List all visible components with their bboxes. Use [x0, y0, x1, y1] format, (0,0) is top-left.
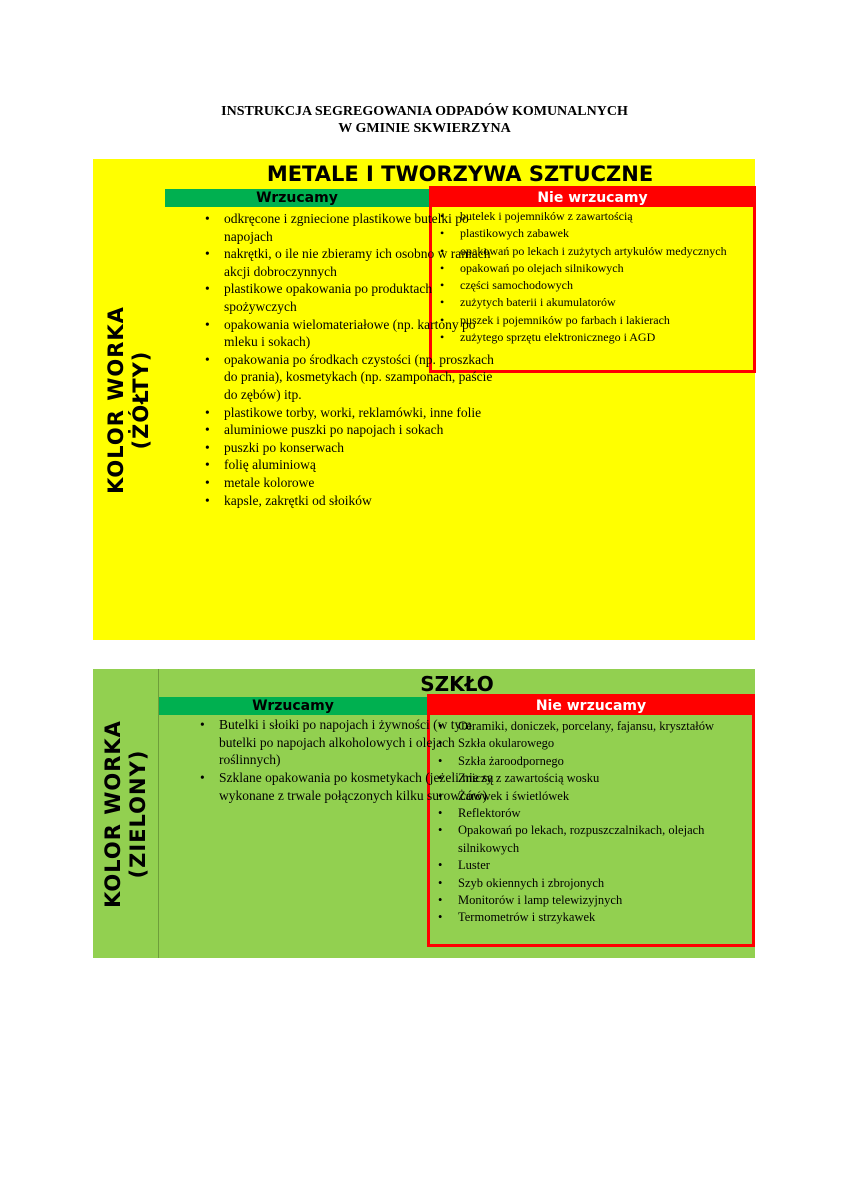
forbidden-item: • plastikowych zabawek — [434, 225, 750, 242]
allowed-item: • plastikowe opakowania po produktach spożywczych — [199, 280, 501, 315]
document-title-line2: W GMINIE SKWIERZYNA — [338, 121, 511, 136]
forbidden-item: • opakowań po lekach i zużytych artykułów medycznych — [434, 243, 750, 260]
section-metals-plastics — [93, 159, 755, 640]
forbidden-header: Nie wrzucamy — [432, 189, 753, 207]
section-heading: SZKŁO — [420, 672, 494, 696]
forbidden-item: • Szkła okularowego — [432, 735, 747, 752]
forbidden-item: • Termometrów i strzykawek — [432, 909, 747, 926]
document-title — [0, 103, 849, 137]
forbidden-item: • Żarówek i świetlówek — [432, 788, 747, 805]
bag-color-label-line1: KOLOR WORKA — [104, 305, 128, 494]
document-title-line1: INSTRUKCJA SEGREGOWANIA ODPADÓW KOMUNALNYCH — [221, 104, 628, 119]
section-glass — [93, 669, 755, 958]
forbidden-item: • Szkła żaroodpornego — [432, 753, 747, 770]
bag-color-label — [93, 159, 165, 640]
bag-color-label — [93, 669, 159, 958]
allowed-item: • folię aluminiową — [199, 456, 501, 474]
forbidden-item: • Szyb okiennych i zbrojonych — [432, 875, 747, 892]
allowed-item: • metale kolorowe — [199, 474, 501, 492]
allowed-item: • opakowania po środkach czystości (np. proszkach do prania), kosmetykach (np. szamponach, paście do zębów) itp. — [199, 351, 501, 404]
forbidden-item: • Reflektorów — [432, 805, 747, 822]
forbidden-item: • puszek i pojemników po farbach i lakierach — [434, 312, 750, 329]
forbidden-header: Nie wrzucamy — [430, 697, 752, 715]
allowed-item: • odkręcone i zgniecione plastikowe butelki po napojach — [199, 210, 501, 245]
bag-color-label-line2: (ŻÓŁTY) — [129, 350, 153, 449]
forbidden-item: • Zniczy z zawartością wosku — [432, 770, 747, 787]
forbidden-item: • części samochodowych — [434, 277, 750, 294]
allowed-item: • aluminiowe puszki po napojach i sokach — [199, 421, 501, 439]
allowed-item: • plastikowe torby, worki, reklamówki, inne folie — [199, 404, 501, 422]
forbidden-item: • Ceramiki, doniczek, porcelany, fajansu, kryształów — [432, 718, 747, 735]
allowed-item: • Szklane opakowania po kosmetykach (jeżeli nie są wykonane z trwale połączonych kilku surowców) — [194, 769, 498, 804]
allowed-item: • Butelki i słoiki po napojach i żywności (w tym butelki po napojach alkoholowych i olejach roślinnych) — [194, 716, 498, 769]
forbidden-list — [434, 208, 750, 346]
allowed-header: Wrzucamy — [159, 697, 427, 715]
bag-color-label-line2: (ZIELONY) — [125, 749, 150, 878]
allowed-item: • puszki po konserwach — [199, 439, 501, 457]
section-heading: METALE I TWORZYWA SZTUCZNE — [266, 162, 654, 186]
allowed-item: • kapsle, zakrętki od słoików — [199, 492, 501, 510]
allowed-item: • nakrętki, o ile nie zbieramy ich osobno w ramach akcji dobroczynnych — [199, 245, 501, 280]
forbidden-item: • Luster — [432, 857, 747, 874]
forbidden-list — [432, 718, 747, 927]
forbidden-item: • butelek i pojemników z zawartością — [434, 208, 750, 225]
forbidden-item: • Monitorów i lamp telewizyjnych — [432, 892, 747, 909]
forbidden-item: • zużytego sprzętu elektronicznego i AGD — [434, 329, 750, 346]
allowed-header: Wrzucamy — [165, 189, 429, 207]
allowed-item: • opakowania wielomateriałowe (np. kartony po mleku i sokach) — [199, 316, 501, 351]
bag-color-label-line1: KOLOR WORKA — [100, 719, 125, 908]
forbidden-item: • opakowań po olejach silnikowych — [434, 260, 750, 277]
forbidden-item: • Opakowań po lekach, rozpuszczalnikach, olejach silnikowych — [432, 822, 747, 857]
forbidden-item: • zużytych baterii i akumulatorów — [434, 294, 750, 311]
